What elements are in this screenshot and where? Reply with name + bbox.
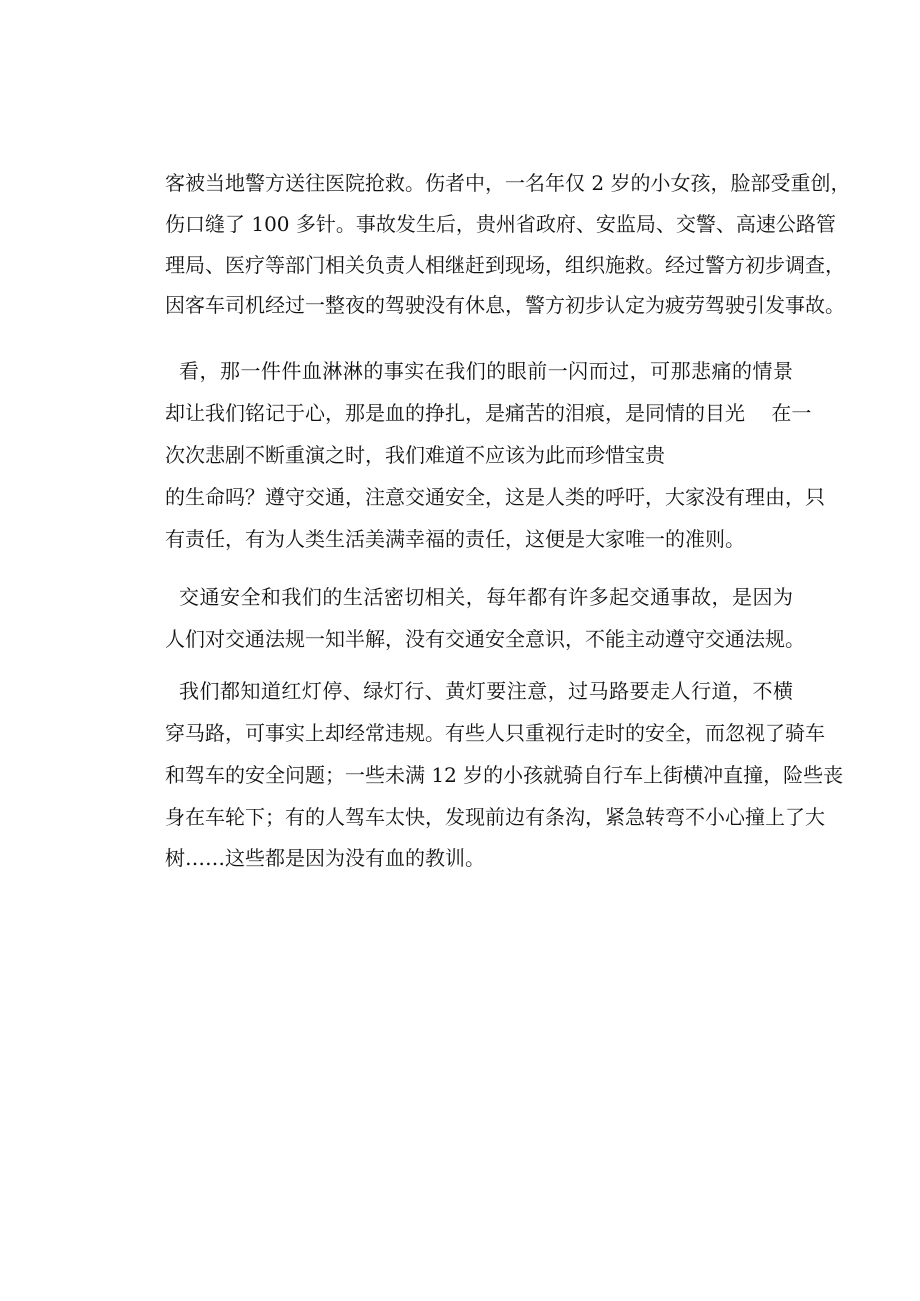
text-line: 因客车司机经过一整夜的驾驶没有休息，警方初步认定为疲劳驾驶引发事故。 (165, 293, 845, 317)
text-line: 理局、医疗等部门相关负责人相继赶到现场，组织施救。经过警方初步调查， (165, 253, 845, 277)
text-line: 穿马路，可事实上却经常违规。有些人只重视行走时的安全，而忽视了骑车 (165, 721, 825, 745)
text-line: 看，那一件件血淋淋的事实在我们的眼前一闪而过，可那悲痛的情景 (179, 359, 793, 383)
text-line: 伤口缝了 100 多针。事故发生后，贵州省政府、安监局、交警、高速公路管 (165, 212, 836, 236)
text-line: 次次悲剧不断重演之时，我们难道不应该为此而珍惜宝贵 (165, 443, 665, 467)
text-line: 客被当地警方送往医院抢救。伤者中，一名年仅 2 岁的小女孩，脸部受重创， (165, 171, 851, 195)
text-line: 却让我们铭记于心，那是血的挣扎，是痛苦的泪痕，是同情的目光 在一 (165, 401, 812, 425)
text-line: 人们对交通法规一知半解，没有交通安全意识，不能主动遵守交通法规。 (165, 627, 805, 651)
text-line: 有责任，有为人类生活美满幸福的责任，这便是大家唯一的准则。 (165, 527, 745, 551)
text-line: 的生命吗？遵守交通，注意交通安全，这是人类的呼吁，大家没有理由，只 (165, 485, 825, 509)
text-line: 树……这些都是因为没有血的教训。 (165, 846, 485, 870)
text-line: 交通安全和我们的生活密切相关，每年都有许多起交通事故，是因为 (179, 585, 793, 609)
text-line: 身在车轮下；有的人驾车太快，发现前边有条沟，紧急转弯不小心撞上了大 (165, 805, 825, 829)
text-line: 我们都知道红灯停、绿灯行、黄灯要注意，过马路要走人行道，不横 (179, 679, 793, 703)
text-line: 和驾车的安全问题；一些未满 12 岁的小孩就骑自行车上街横冲直撞，险些丧 (165, 763, 844, 787)
